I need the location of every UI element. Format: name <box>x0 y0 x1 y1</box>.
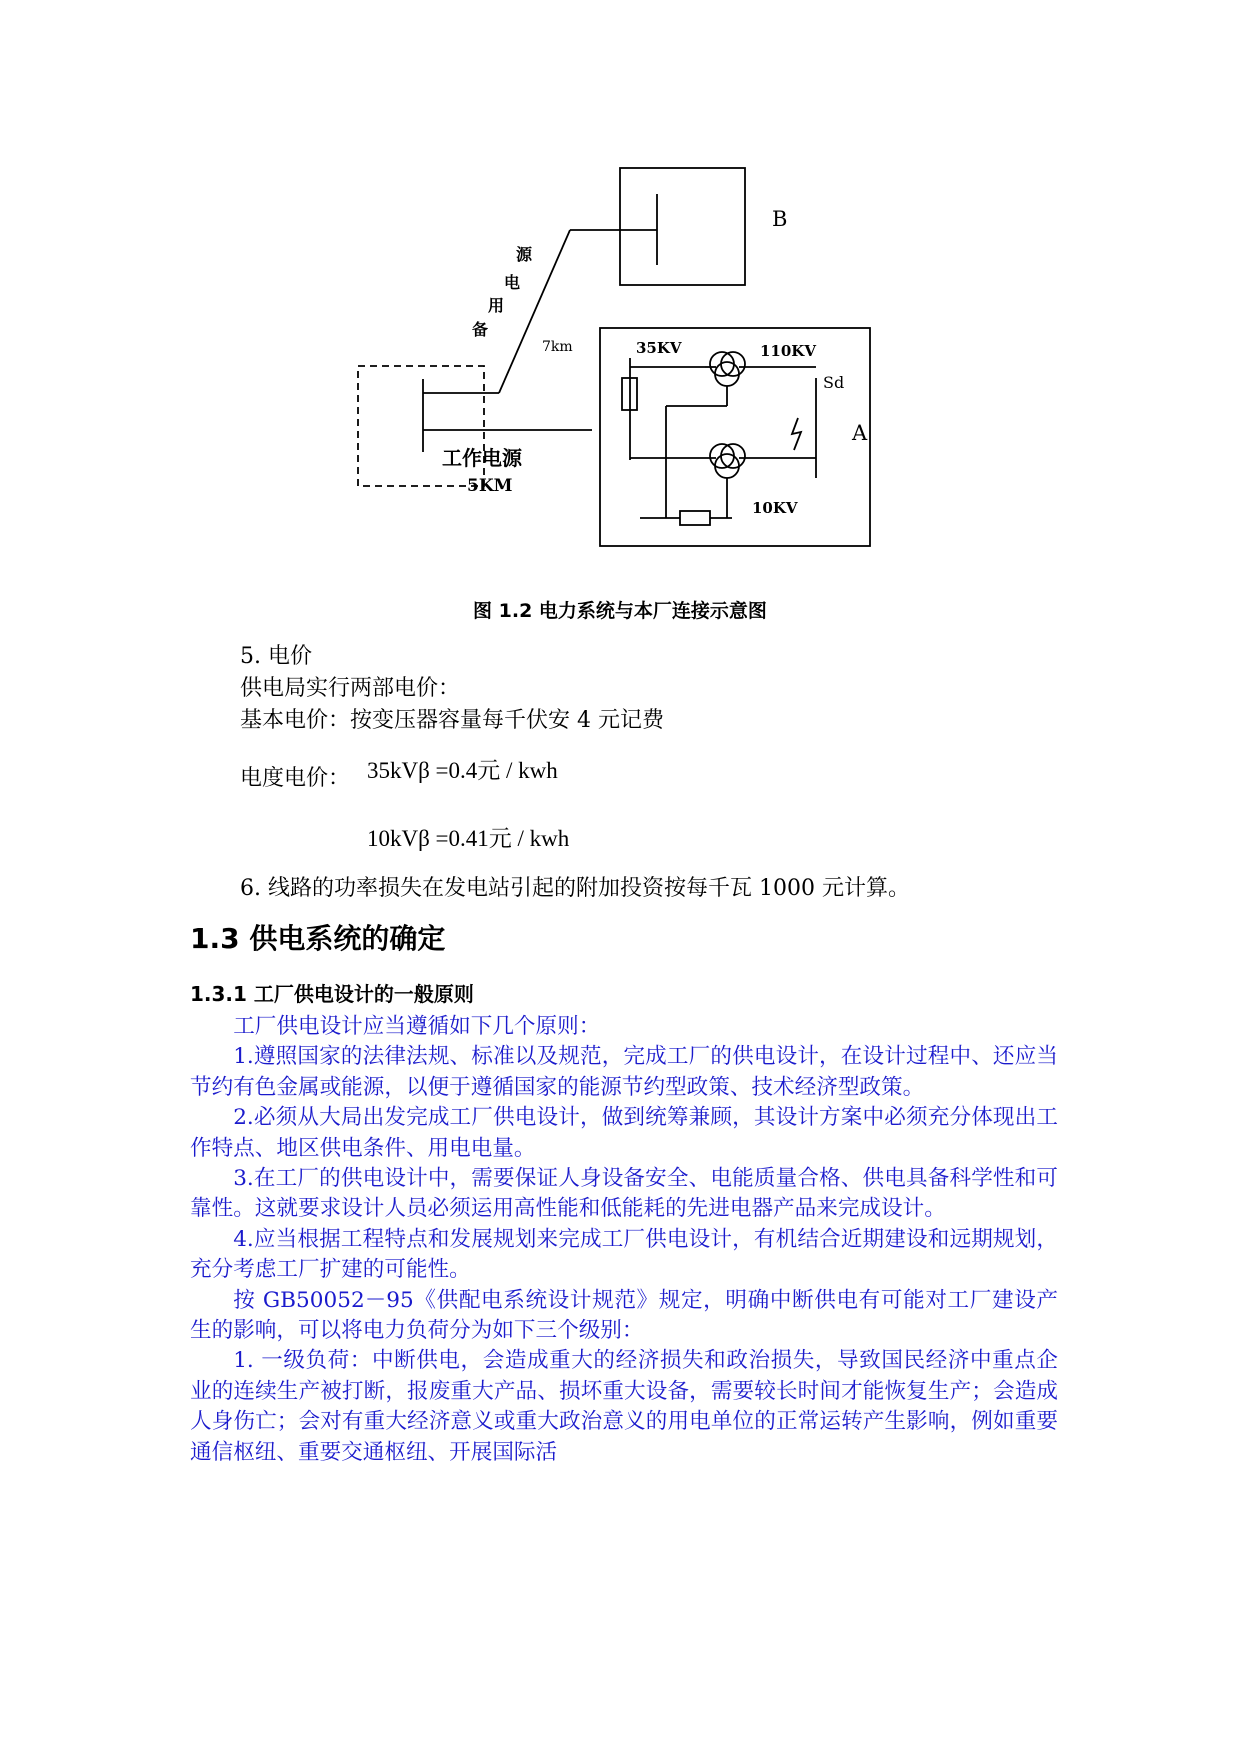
label-110kv: 110KV <box>760 342 816 360</box>
backup-distance: 7km <box>542 339 573 355</box>
backup-char-3: 用 <box>488 296 505 315</box>
figure-caption: 图 1.2 电力系统与本厂连接示意图 <box>473 600 767 622</box>
paragraph: 4.应当根据工程特点和发展规划来完成工厂供电设计，有机结合近期建设和远期规划，充分考虑工厂扩建的可能性。 <box>190 1226 1058 1283</box>
label-35kv: 35KV <box>636 339 682 357</box>
basic-price-line: 基本电价：按变压器容量每千伏安 4 元记费 <box>240 708 664 733</box>
work-power-label: 工作电源 <box>442 446 522 470</box>
label-10kv: 10KV <box>752 499 798 517</box>
power-system-connection-diagram <box>340 160 880 560</box>
two-part-price-line: 供电局实行两部电价： <box>240 676 461 701</box>
system-b-box <box>620 168 745 285</box>
label-sd: Sd <box>823 373 845 392</box>
principles-body <box>190 1012 1058 1468</box>
paragraph: 1.遵照国家的法律法规、标准以及规范，完成工厂的供电设计，在设计过程中、还应当节约有色金属或能源，以便于遵循国家的能源节约型政策、技术经济型政策。 <box>190 1044 1058 1100</box>
price-formula-10kv: 10kVβ =0.41元 / kwh <box>367 826 570 851</box>
work-distance: 5KM <box>467 476 513 496</box>
paragraph: 1. 一级负荷：中断供电，会造成重大的经济损失和政治损失，导致国民经济中重点企业的连续生产被打断，报废重大产品、损坏重大设备，需要较长时间才能恢复生产；会造成人身伤亡；会对有重大经济意义或重大政治意义的用电单位的正常运转产生影响，例如重要通信枢纽、重要交通枢纽、开展国际活 <box>190 1348 1058 1465</box>
subsection-heading-1-3-1: 1.3.1 工厂供电设计的一般原则 <box>190 982 474 1006</box>
energy-price-label: 电度电价： <box>240 766 351 791</box>
paragraph: 2.必须从大局出发完成工厂供电设计，做到统筹兼顾，其设计方案中必须充分体现出工作特点、地区供电条件、用电电量。 <box>190 1105 1058 1161</box>
resistor-10kv <box>680 511 710 525</box>
price-formula-35kv: 35kVβ =0.4元 / kwh <box>367 758 558 783</box>
section-heading-1-3: 1.3 供电系统的确定 <box>190 922 446 955</box>
backup-char-1: 源 <box>516 245 533 264</box>
backup-char-4: 备 <box>472 320 489 339</box>
fault-lightning-icon <box>792 418 801 450</box>
paragraph: 3.在工厂的供电设计中，需要保证人身设备安全、电能质量合格、供电具备科学性和可靠性。这就要求设计人员必须运用高性能和低能耗的先进电器产品来完成设计。 <box>190 1166 1058 1222</box>
system-a-box <box>600 328 870 546</box>
item-6-line-loss: 6. 线路的功率损失在发电站引起的附加投资按每千瓦 1000 元计算。 <box>240 876 910 901</box>
paragraph: 按 GB50052－95《供配电系统设计规范》规定，明确中断供电有可能对工厂建设产生的影响，可以将电力负荷分为如下三个级别： <box>190 1287 1058 1344</box>
item-5-electricity-price: 5. 电价 <box>240 644 312 669</box>
label-a: A <box>852 421 868 445</box>
backup-char-2: 电 <box>504 273 521 292</box>
label-b: B <box>772 207 788 231</box>
backup-power-line <box>499 230 570 393</box>
paragraph: 工厂供电设计应当遵循如下几个原则： <box>233 1014 601 1039</box>
